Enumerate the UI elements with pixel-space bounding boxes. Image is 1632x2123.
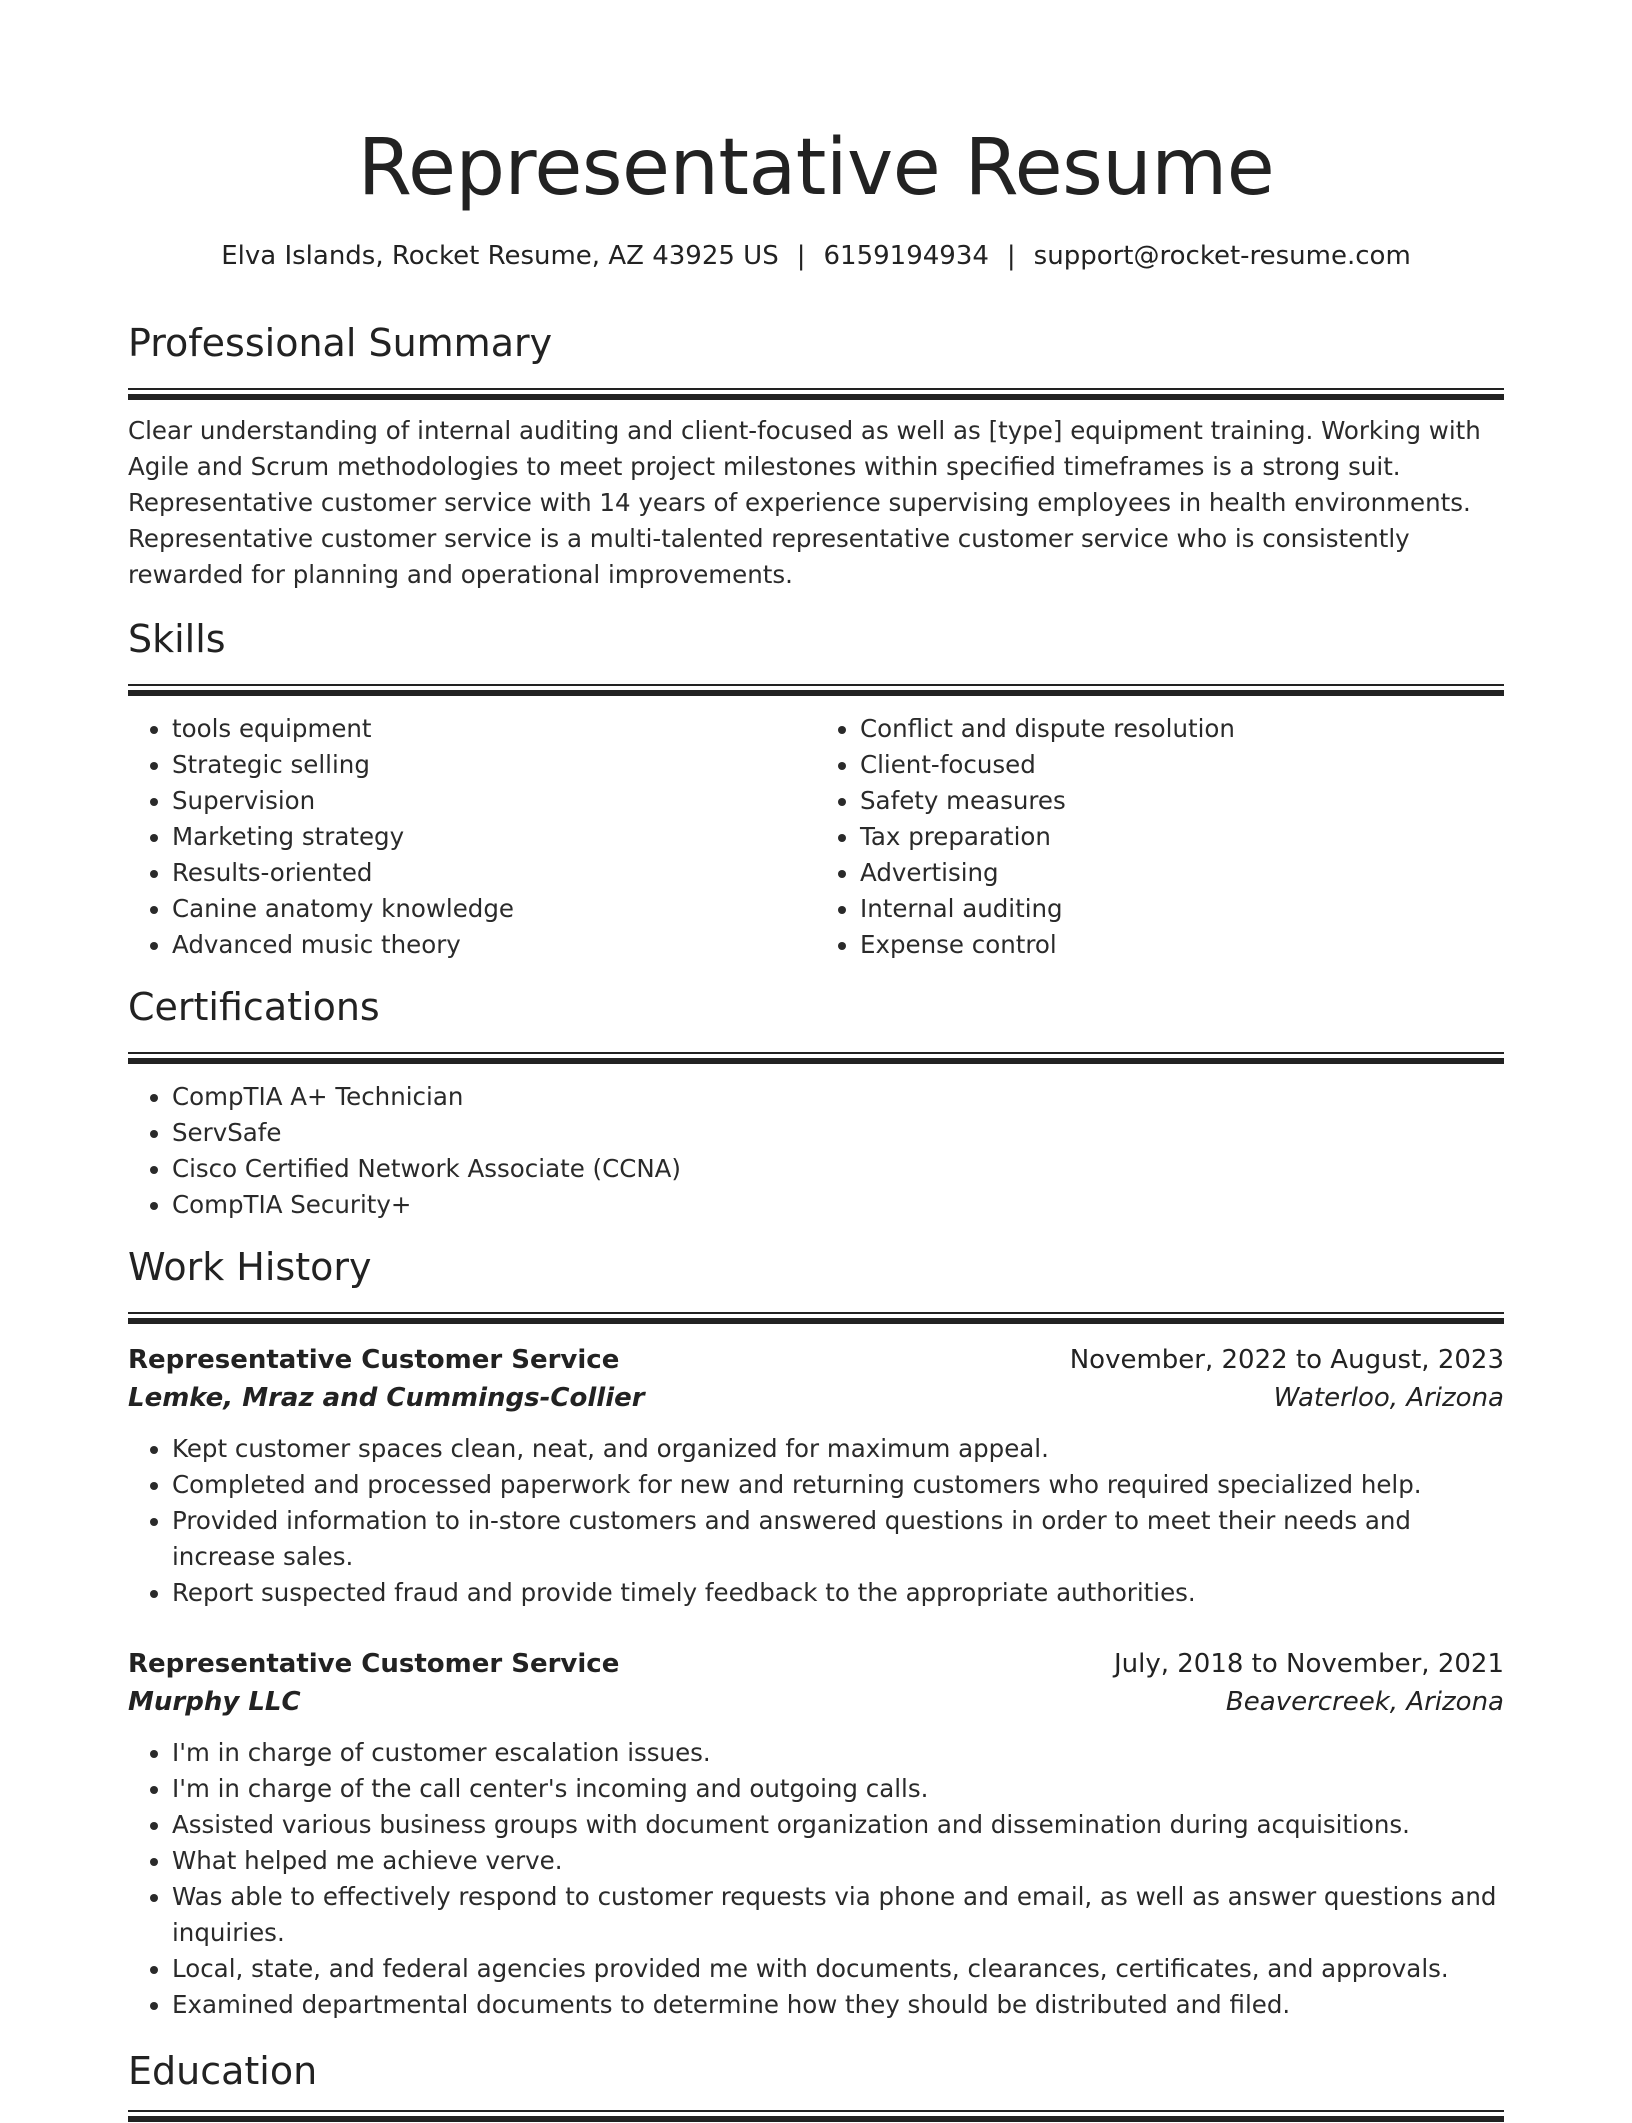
skill-item: • Supervision — [172, 783, 816, 819]
education-title: Education — [128, 2049, 318, 2093]
skill-item: • Safety measures — [860, 783, 1504, 819]
job-subheader — [128, 1683, 1504, 1721]
job-title: Representative Customer Service — [128, 1649, 620, 1679]
work-history-title: Work History — [128, 1245, 372, 1289]
certifications-list — [128, 1079, 1504, 1223]
section-divider — [128, 684, 1504, 697]
certifications-title: Certifications — [128, 985, 380, 1029]
job-header — [128, 1645, 1504, 1683]
job-dates: July, 2018 to November, 2021 — [1113, 1649, 1504, 1679]
job-bullets — [128, 1431, 1504, 1611]
section-divider — [128, 388, 1504, 401]
skill-item: • tools equipment — [172, 711, 816, 747]
resume-name: Representative Resume — [357, 123, 1275, 213]
job-bullet: • Kept customer spaces clean, neat, and organized for maximum appeal. — [172, 1431, 1504, 1467]
section-divider — [128, 1312, 1504, 1325]
skill-item: • Expense control — [860, 927, 1504, 963]
job-bullet: • Assisted various business groups with document organization and dissemination during acquisitions. — [172, 1807, 1504, 1843]
job-entry — [128, 1645, 1504, 2023]
job-company: Lemke, Mraz and Cummings-Collier — [128, 1383, 645, 1413]
certification-item: • CompTIA Security+ — [172, 1187, 1504, 1223]
skills-left-list — [128, 711, 816, 963]
contact-address: Elva Islands, Rocket Resume, AZ 43925 US — [221, 241, 779, 271]
job-company: Murphy LLC — [128, 1687, 301, 1717]
job-dates: November, 2022 to August, 2023 — [1069, 1345, 1504, 1375]
summary-section — [128, 318, 1504, 593]
job-header — [128, 1341, 1504, 1379]
skill-item: • Internal auditing — [860, 891, 1504, 927]
job-bullet: • Provided information to in-store customers and answered questions in order to meet their needs and increase sales. — [172, 1503, 1504, 1575]
contact-separator: | — [796, 241, 806, 271]
skill-item: • Strategic selling — [172, 747, 816, 783]
skill-item: • Tax preparation — [860, 819, 1504, 855]
job-bullets — [128, 1735, 1504, 2023]
skills-right-list — [816, 711, 1504, 963]
job-bullet: • Examined departmental documents to determine how they should be distributed and filed. — [172, 1987, 1504, 2023]
job-bullet: • I'm in charge of the call center's incoming and outgoing calls. — [172, 1771, 1504, 1807]
job-bullet: • Local, state, and federal agencies provided me with documents, clearances, certificates, and approvals. — [172, 1951, 1504, 1987]
skill-item: • Advertising — [860, 855, 1504, 891]
job-subheader — [128, 1379, 1504, 1417]
summary-title: Professional Summary — [128, 321, 553, 365]
contact-line — [128, 238, 1504, 274]
skill-item: • Client-focused — [860, 747, 1504, 783]
skills-columns — [128, 711, 1504, 963]
skill-item: • Canine anatomy knowledge — [172, 891, 816, 927]
summary-text: Clear understanding of internal auditing and client-focused as well as [type] equipment training. Working with Agile and Scrum methodologies to meet project milestones within specified timeframes is a strong suit. Representative customer service with 14 years of experience supervising employees in health environments. Representative customer service is a multi-talented representative customer service who is consistently rewarded for planning and operational improvements. — [128, 416, 1481, 589]
job-bullet: • Was able to effectively respond to customer requests via phone and email, as well as answer questions and inquiries. — [172, 1879, 1504, 1951]
job-bullet: • I'm in charge of customer escalation issues. — [172, 1735, 1504, 1771]
job-bullet: • Completed and processed paperwork for new and returning customers who required specialized help. — [172, 1467, 1504, 1503]
education-section — [128, 2046, 1504, 2123]
certification-item: • CompTIA A+ Technician — [172, 1079, 1504, 1115]
contact-separator: | — [1006, 241, 1016, 271]
job-location: Waterloo, Arizona — [1273, 1383, 1504, 1413]
job-location: Beavercreek, Arizona — [1225, 1687, 1504, 1717]
skills-title: Skills — [128, 617, 226, 661]
job-bullet: • What helped me achieve verve. — [172, 1843, 1504, 1879]
skill-item: • Marketing strategy — [172, 819, 816, 855]
contact-email: support@rocket-resume.com — [1033, 241, 1411, 271]
contact-phone: 6159194934 — [823, 241, 989, 271]
certification-item: • Cisco Certified Network Associate (CCNA) — [172, 1151, 1504, 1187]
certification-item: • ServSafe — [172, 1115, 1504, 1151]
skill-item: • Results-oriented — [172, 855, 816, 891]
section-divider — [128, 1052, 1504, 1065]
job-title: Representative Customer Service — [128, 1345, 620, 1375]
job-bullet: • Report suspected fraud and provide timely feedback to the appropriate authorities. — [172, 1575, 1504, 1611]
certifications-section — [128, 982, 1504, 1223]
job-entry — [128, 1341, 1504, 1611]
skill-item: • Advanced music theory — [172, 927, 816, 963]
skills-section — [128, 614, 1504, 963]
work-history-section — [128, 1242, 1504, 2023]
skill-item: • Conflict and dispute resolution — [860, 711, 1504, 747]
